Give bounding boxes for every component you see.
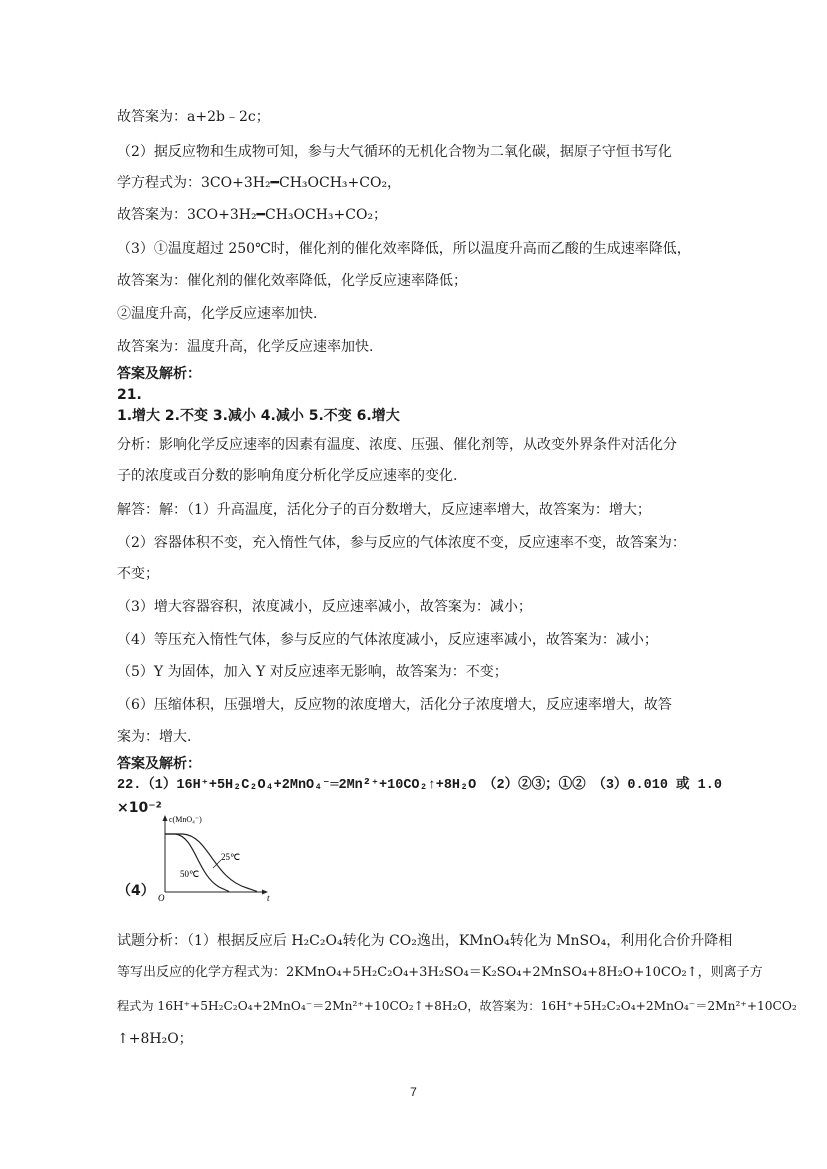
curve-label-50c: 50℃ xyxy=(180,869,200,879)
text-line: 解答：解：（1）升高温度，活化分子的百分数增大，反应速率增大，故答案为：增大； xyxy=(117,502,651,518)
text-line: 程式为 16H⁺+5H₂C₂O₄+2MnO₄⁻＝2Mn²⁺+10CO₂↑+8H₂O，故答案为：16H⁺+5H₂C₂O₄+2MnO₄⁻＝2Mn²⁺+10CO₂ xyxy=(117,999,797,1013)
text-line: （3）增大容器容积，浓度减小，反应速率减小，故答案为：减小； xyxy=(117,599,532,615)
text-line: （2）据反应物和生成物可知，参与大气循环的无机化合物为二氧化碳，据原子守恒书写化 xyxy=(117,144,672,160)
curve-25c xyxy=(165,834,257,892)
text-line: （4）等压充入惰性气体，参与反应的气体浓度减小，反应速率减小，故答案为：减小； xyxy=(117,632,658,648)
y-axis-label: c(MnO₄⁻) xyxy=(169,815,202,824)
figure-number-label: （4） xyxy=(117,883,155,899)
answer-22-line1: 22.（1）16H⁺+5H₂C₂O₄+2MnO₄⁻═2Mn²⁺+10CO₂↑+8H₂O （2）②③；①② （3）0.010 或 1.0 xyxy=(117,778,722,793)
text-line: 不变； xyxy=(117,566,159,582)
text-line: 试题分析：（1）根据反应后 H₂C₂O₄转化为 CO₂逸出，KMnO₄转化为 MnSO₄，利用化合价升降相 xyxy=(117,933,733,949)
curve-label-25c: 25℃ xyxy=(221,852,241,862)
section-heading: 答案及解析： xyxy=(117,366,201,382)
text-line: ②温度升高，化学反应速率加快. xyxy=(117,306,318,322)
text-line: （5）Y 为固体，加入 Y 对反应速率无影响，故答案为：不变； xyxy=(117,664,508,680)
text-line: （6）压缩体积，压强增大，反应物的浓度增大，活化分子浓度增大，反应速率增大，故答 xyxy=(117,697,672,713)
origin-label: O xyxy=(158,893,165,902)
x-axis-label: t xyxy=(267,893,270,902)
text-line: 分析：影响化学反应速率的因素有温度、浓度、压强、催化剂等，从改变外界条件对活化分 xyxy=(117,437,677,453)
answer-22-line2: ×10⁻² xyxy=(117,800,162,816)
answer-summary: 1.增大 2.不变 3.减小 4.减小 5.不变 6.增大 xyxy=(117,408,400,424)
text-line: （2）容器体积不变，充入惰性气体，参与反应的气体浓度不变，反应速率不变，故答案为： xyxy=(117,535,686,551)
text-line: 案为：增大. xyxy=(117,729,192,745)
y-axis-arrow xyxy=(163,815,168,821)
text-line: 故答案为：3CO+3H₂━CH₃OCH₃+CO₂； xyxy=(117,207,388,223)
text-line: 等写出反应的化学方程式为：2KMnO₄+5H₂C₂O₄+3H₂SO₄＝K₂SO₄+2MnSO₄+8H₂O+10CO₂↑，则离子方 xyxy=(117,965,763,980)
question-number: 21. xyxy=(117,387,142,403)
page-number: 7 xyxy=(410,1085,417,1099)
curve-50c xyxy=(165,834,229,892)
text-line: 子的浓度或百分数的影响角度分析化学反应速率的变化. xyxy=(117,468,458,484)
text-line: 故答案为：a+2b﹣2c； xyxy=(117,109,270,125)
text-line: ↑+8H₂O； xyxy=(117,1031,193,1047)
text-line: 故答案为：催化剂的催化效率降低，化学反应速率降低； xyxy=(117,273,467,289)
section-heading: 答案及解析： xyxy=(117,756,201,772)
text-line: （3）①温度超过 250℃时，催化剂的催化效率降低，所以温度升高而乙酸的生成速率降低， xyxy=(117,241,691,257)
text-line: 学方程式为：3CO+3H₂━CH₃OCH₃+CO₂， xyxy=(117,175,402,191)
text-line: 故答案为：温度升高，化学反应速率加快. xyxy=(117,339,374,355)
